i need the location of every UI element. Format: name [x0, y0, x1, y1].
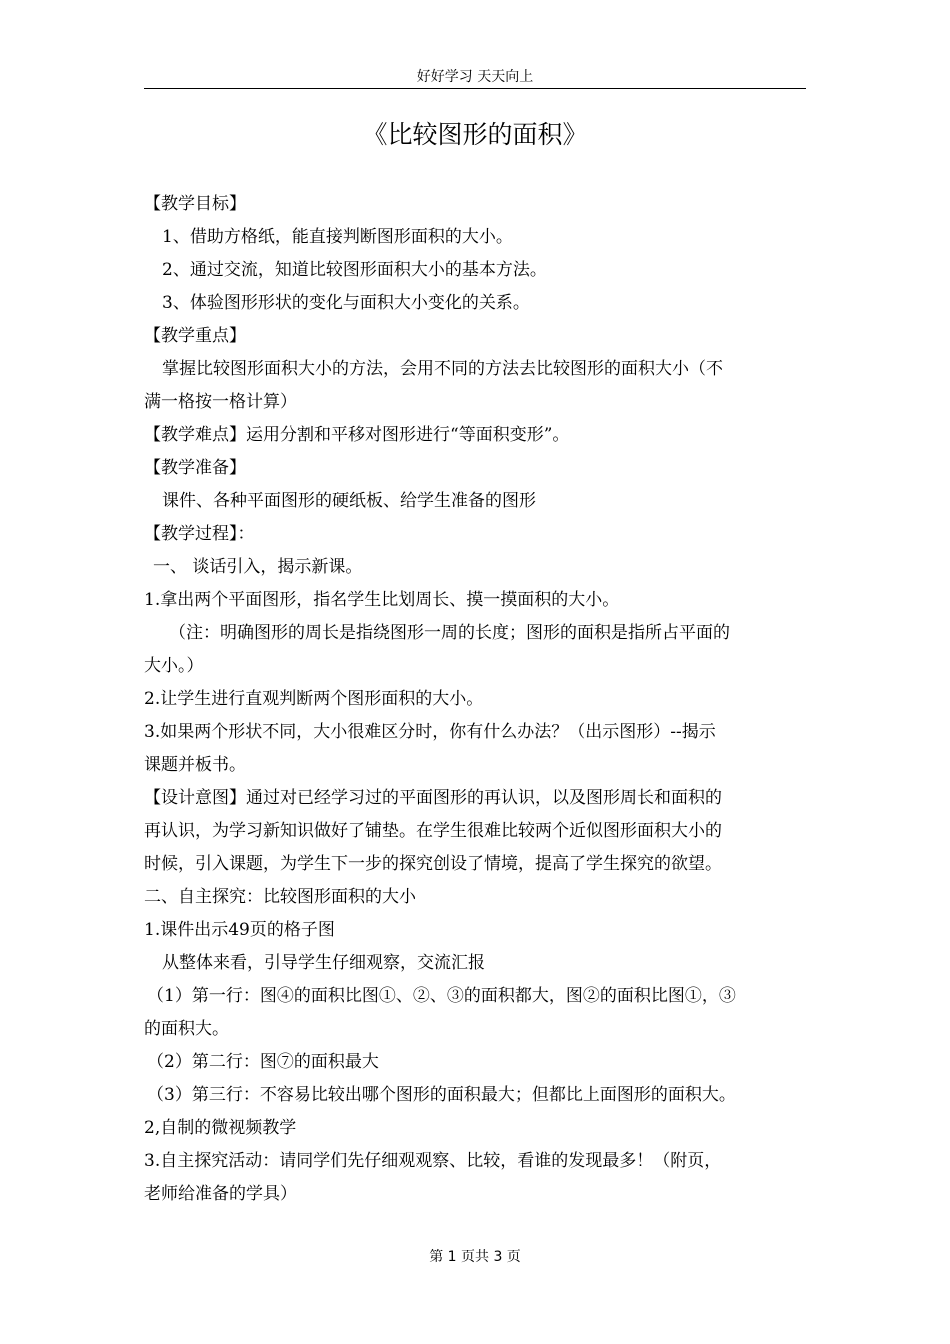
- paragraph-line: （2）第二行：图⑦的面积最大: [147, 1052, 379, 1072]
- document-body: [144, 188, 806, 1211]
- design-intent-line: 时候，引入课题，为学生下一步的探究创设了情境，提高了学生探究的欲望。: [144, 854, 722, 874]
- paragraph-line: 从整体来看，引导学生仔细观察，交流汇报: [162, 953, 485, 973]
- paragraph-line: 满一格按一格计算）: [144, 392, 297, 412]
- design-intent-line: 再认识，为学习新知识做好了铺垫。在学生很难比较两个近似图形面积大小的: [144, 821, 722, 841]
- section-heading-preparation: 【教学准备】: [144, 458, 246, 478]
- page-header: 好好学习 天天向上: [416, 69, 534, 85]
- paragraph-line: （1）第一行：图④的面积比图①、②、③的面积都大，图②的面积比图①，③: [147, 986, 736, 1006]
- paragraph-line: 课题并板书。: [144, 755, 246, 775]
- design-intent-line: 【设计意图】通过对已经学习过的平面图形的再认识，以及图形周长和面积的: [144, 788, 722, 808]
- paragraph-line: 1.拿出两个平面图形，指名学生比划周长、摸一摸面积的大小。: [144, 590, 620, 610]
- section-heading-objectives: 【教学目标】: [144, 194, 246, 214]
- paragraph-line: 3.自主探究活动：请同学们先仔细观观察、比较，看谁的发现最多！（附页，: [144, 1151, 722, 1171]
- section-heading-difficulties: 【教学难点】运用分割和平移对图形进行“等面积变形”。: [144, 425, 570, 445]
- paragraph-line: 掌握比较图形面积大小的方法，会用不同的方法去比较图形的面积大小（不: [162, 359, 723, 379]
- paragraph-line: 3.如果两个形状不同，大小很难区分时，你有什么办法？（出示图形）--揭示: [144, 722, 716, 742]
- page-footer: 第 1 页共 3 页: [429, 1249, 521, 1265]
- paragraph-line: 大小。）: [144, 656, 204, 676]
- objective-item: 2、通过交流，知道比较图形面积大小的基本方法。: [162, 260, 547, 280]
- paragraph-line: （注：明确图形的周长是指绕图形一周的长度；图形的面积是指所占平面的: [169, 623, 730, 643]
- paragraph-line: 2,自制的微视频教学: [144, 1118, 297, 1138]
- objective-item: 1、借助方格纸，能直接判断图形面积的大小。: [162, 227, 513, 247]
- paragraph-line: 课件、各种平面图形的硬纸板、给学生准备的图形: [162, 491, 536, 511]
- header-divider: [144, 88, 806, 89]
- paragraph-line: 老师给准备的学具）: [144, 1184, 297, 1204]
- document-title: 《比较图形的面积》: [362, 120, 588, 149]
- paragraph-line: 的面积大。: [144, 1019, 229, 1039]
- objective-item: 3、体验图形形状的变化与面积大小变化的关系。: [162, 293, 530, 313]
- section-heading-key-points: 【教学重点】: [144, 326, 246, 346]
- paragraph-line: （3）第三行：不容易比较出哪个图形的面积最大；但都比上面图形的面积大。: [147, 1085, 736, 1105]
- section-heading-process: 【教学过程】：: [144, 524, 255, 544]
- paragraph-line: 1.课件出示49页的格子图: [144, 920, 335, 940]
- subsection-heading: 二、自主探究：比较图形面积的大小: [144, 887, 416, 907]
- subsection-heading: 一、 谈话引入，揭示新课。: [153, 557, 363, 577]
- paragraph-line: 2.让学生进行直观判断两个图形面积的大小。: [144, 689, 484, 709]
